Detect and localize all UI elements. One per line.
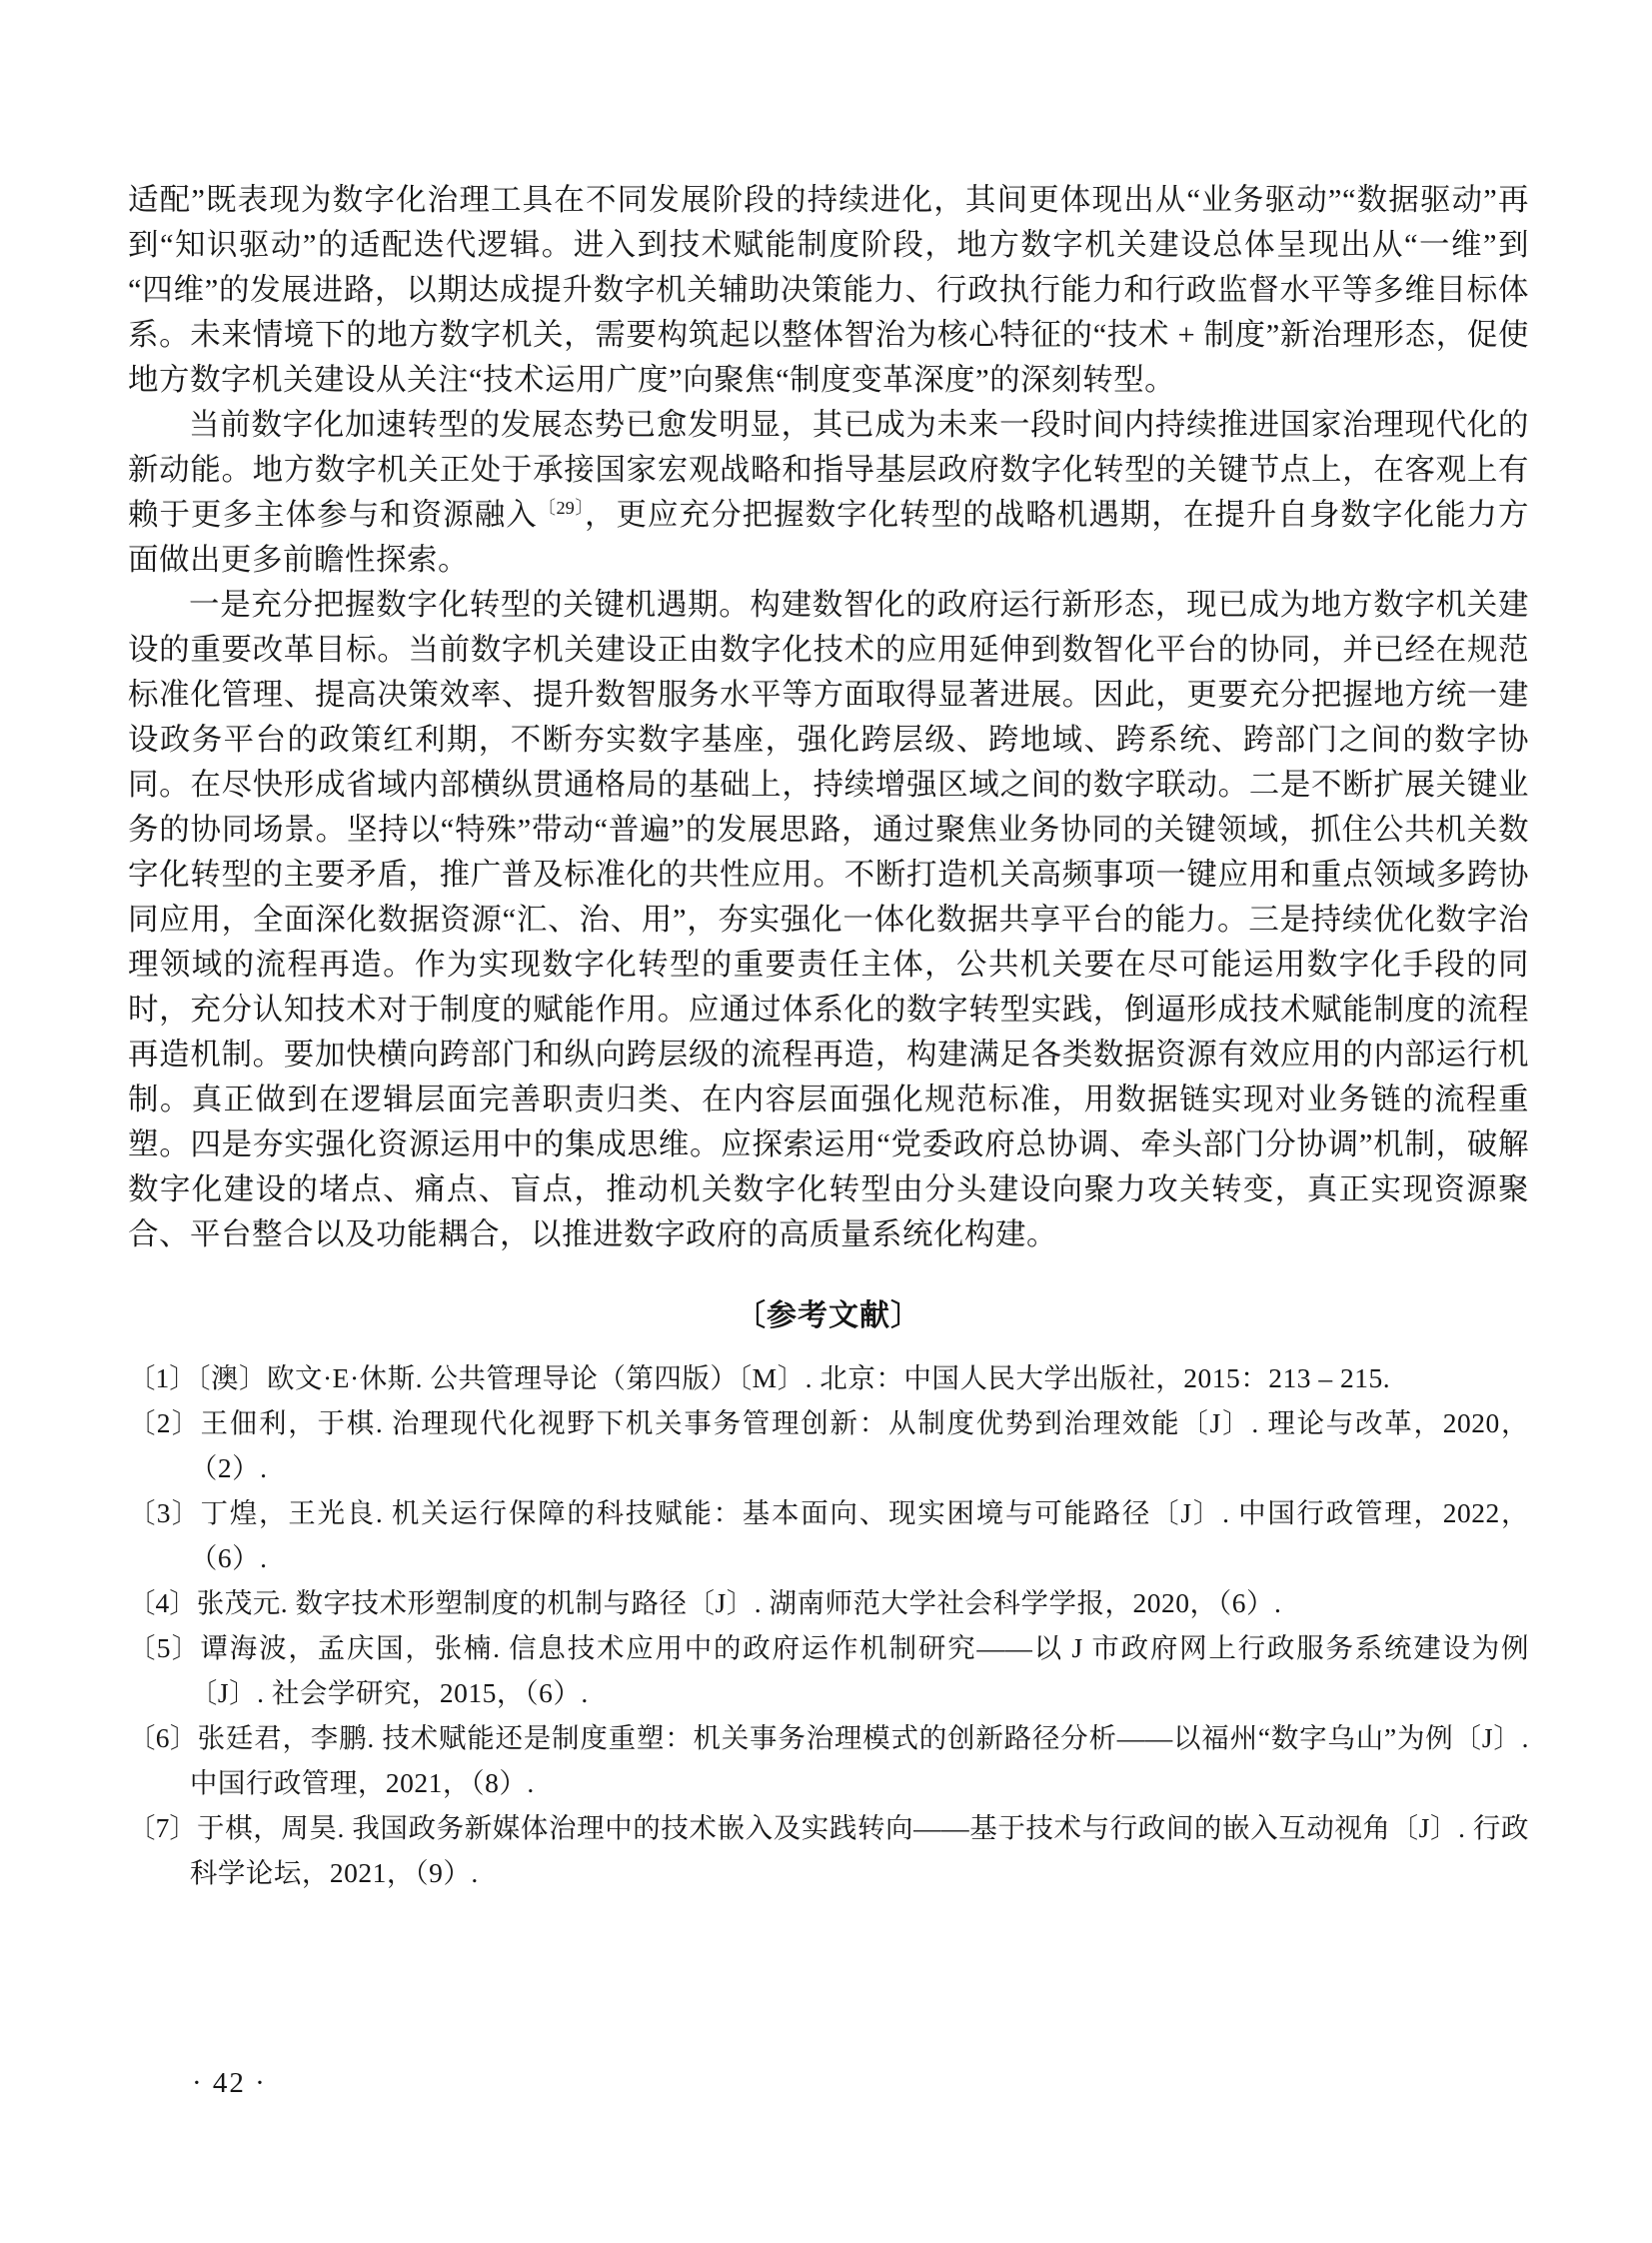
reference-item — [128, 1355, 1529, 1400]
reference-label: 〔4〕 — [128, 1587, 197, 1618]
reference-item — [128, 1805, 1529, 1895]
body-paragraph: 一是充分把握数字化转型的关键机遇期。构建数智化的政府运行新形态，现已成为地方数字机关建设的重要改革目标。当前数字机关建设正由数字化技术的应用延伸到数智化平台的协同，并已经在规范标准化管理、提高决策效率、提升数智服务水平等方面取得显著进展。因此，更要充分把握地方统一建设政务平台的政策红利期，不断夯实数字基座，强化跨层级、跨地域、跨系统、跨部门之间的数字协同。在尽快形成省域内部横纵贯通格局的基础上，持续增强区域之间的数字联动。二是不断扩展关键业务的协同场景。坚持以“特殊”带动“普遍”的发展思路，通过聚焦业务协同的关键领域，抓住公共机关数字化转型的主要矛盾，推广普及标准化的共性应用。不断打造机关高频事项一键应用和重点领域多跨协同应用，全面深化数据资源“汇、治、用”，夯实强化一体化数据共享平台的能力。三是持续优化数字治理领域的流程再造。作为实现数字化转型的重要责任主体，公共机关要在尽可能运用数字化手段的同时，充分认知技术对于制度的赋能作用。应通过体系化的数字转型实践，倒逼形成技术赋能制度的流程再造机制。要加快横向跨部门和纵向跨层级的流程再造，构建满足各类数据资源有效应用的内部运行机制。真正做到在逻辑层面完善职责归类、在内容层面强化规范标准，用数据链实现对业务链的流程重塑。四是夯实强化资源运用中的集成思维。应探索运用“党委政府总协调、牵头部门分协调”机制，破解数字化建设的堵点、痛点、盲点，推动机关数字化转型由分头建设向聚力攻关转变，真正实现资源聚合、平台整合以及功能耦合，以推进数字政府的高质量系统化构建。 — [128, 588, 1529, 1251]
reference-text: 丁煌，王光良. 机关运行保障的科技赋能：基本面向、现实困境与可能路径〔J〕. 中国行政管理，2022，（6）. — [189, 1497, 1530, 1573]
citation-superscript: 〔29〕 — [537, 497, 585, 518]
reference-text: 谭海波，孟庆国，张楠. 信息技术应用中的政府运作机制研究——以 J 市政府网上行政服务系统建设为例〔J〕. 社会学研究，2015，（6）. — [189, 1632, 1530, 1708]
reference-label: 〔2〕 — [128, 1407, 201, 1438]
page-content — [128, 178, 1529, 1895]
reference-text: 于棋，周昊. 我国政务新媒体治理中的技术嵌入及实践转向——基于技术与行政间的嵌入互动视角〔J〕. 行政科学论坛，2021，（9）. — [189, 1812, 1530, 1888]
reference-text: 〔澳〕欧文·E·休斯. 公共管理导论（第四版）〔M〕. 北京：中国人民大学出版社，2015：213 – 215. — [196, 1362, 1391, 1393]
reference-label: 〔3〕 — [128, 1497, 201, 1528]
reference-item — [128, 1625, 1529, 1715]
reference-text: 张廷君，李鹏. 技术赋能还是制度重塑：机关事务治理模式的创新路径分析——以福州“数字乌山”为例〔J〕. 中国行政管理，2021，（8）. — [189, 1722, 1529, 1798]
body-paragraph — [128, 403, 1529, 583]
reference-text: 王佃利，于棋. 治理现代化视野下机关事务管理创新：从制度优势到治理效能〔J〕. 理论与改革，2020，（2）. — [189, 1407, 1530, 1483]
reference-label: 〔7〕 — [128, 1812, 198, 1843]
reference-text: 张茂元. 数字技术形塑制度的机制与路径〔J〕. 湖南师范大学社会科学学报，2020，（6）. — [196, 1587, 1282, 1618]
references-list — [128, 1355, 1529, 1895]
paragraph-text: 当前数字化加速转型的发展态势已愈发明显，其已成为未来一段时间内持续推进国家治理现代化的新动能。地方数字机关正处于承接国家宏观战略和指导基层政府数字化转型的关键节点上，在客观上有赖于更多主体参与和资源融入 — [128, 408, 1529, 532]
reference-item — [128, 1400, 1529, 1490]
reference-item — [128, 1490, 1529, 1580]
article-body — [128, 178, 1529, 1257]
reference-item — [128, 1580, 1529, 1625]
references-heading: 〔参考文献〕 — [736, 1299, 921, 1332]
body-paragraph-continuation: 适配”既表现为数字化治理工具在不同发展阶段的持续进化，其间更体现出从“业务驱动”“数据驱动”再到“知识驱动”的适配迭代逻辑。进入到技术赋能制度阶段，地方数字机关建设总体呈现出从“一维”到“四维”的发展进路，以期达成提升数字机关辅助决策能力、行政执行能力和行政监督水平等多维目标体系。未来情境下的地方数字机关，需要构筑起以整体智治为核心特征的“技术 + 制度”新治理形态，促使地方数字机关建设从关注“技术运用广度”向聚焦“制度变革深度”的深刻转型。 — [128, 183, 1529, 397]
reference-label: 〔6〕 — [128, 1722, 198, 1753]
reference-label: 〔1〕 — [128, 1362, 197, 1393]
page-number: · 42 · — [192, 2067, 267, 2099]
reference-label: 〔5〕 — [128, 1632, 201, 1663]
paragraph-text: ，更应充分把握数字化转型的战略机遇期，在提升自身数字化能力方面做出更多前瞻性探索。 — [128, 498, 1530, 577]
reference-item — [128, 1715, 1529, 1805]
